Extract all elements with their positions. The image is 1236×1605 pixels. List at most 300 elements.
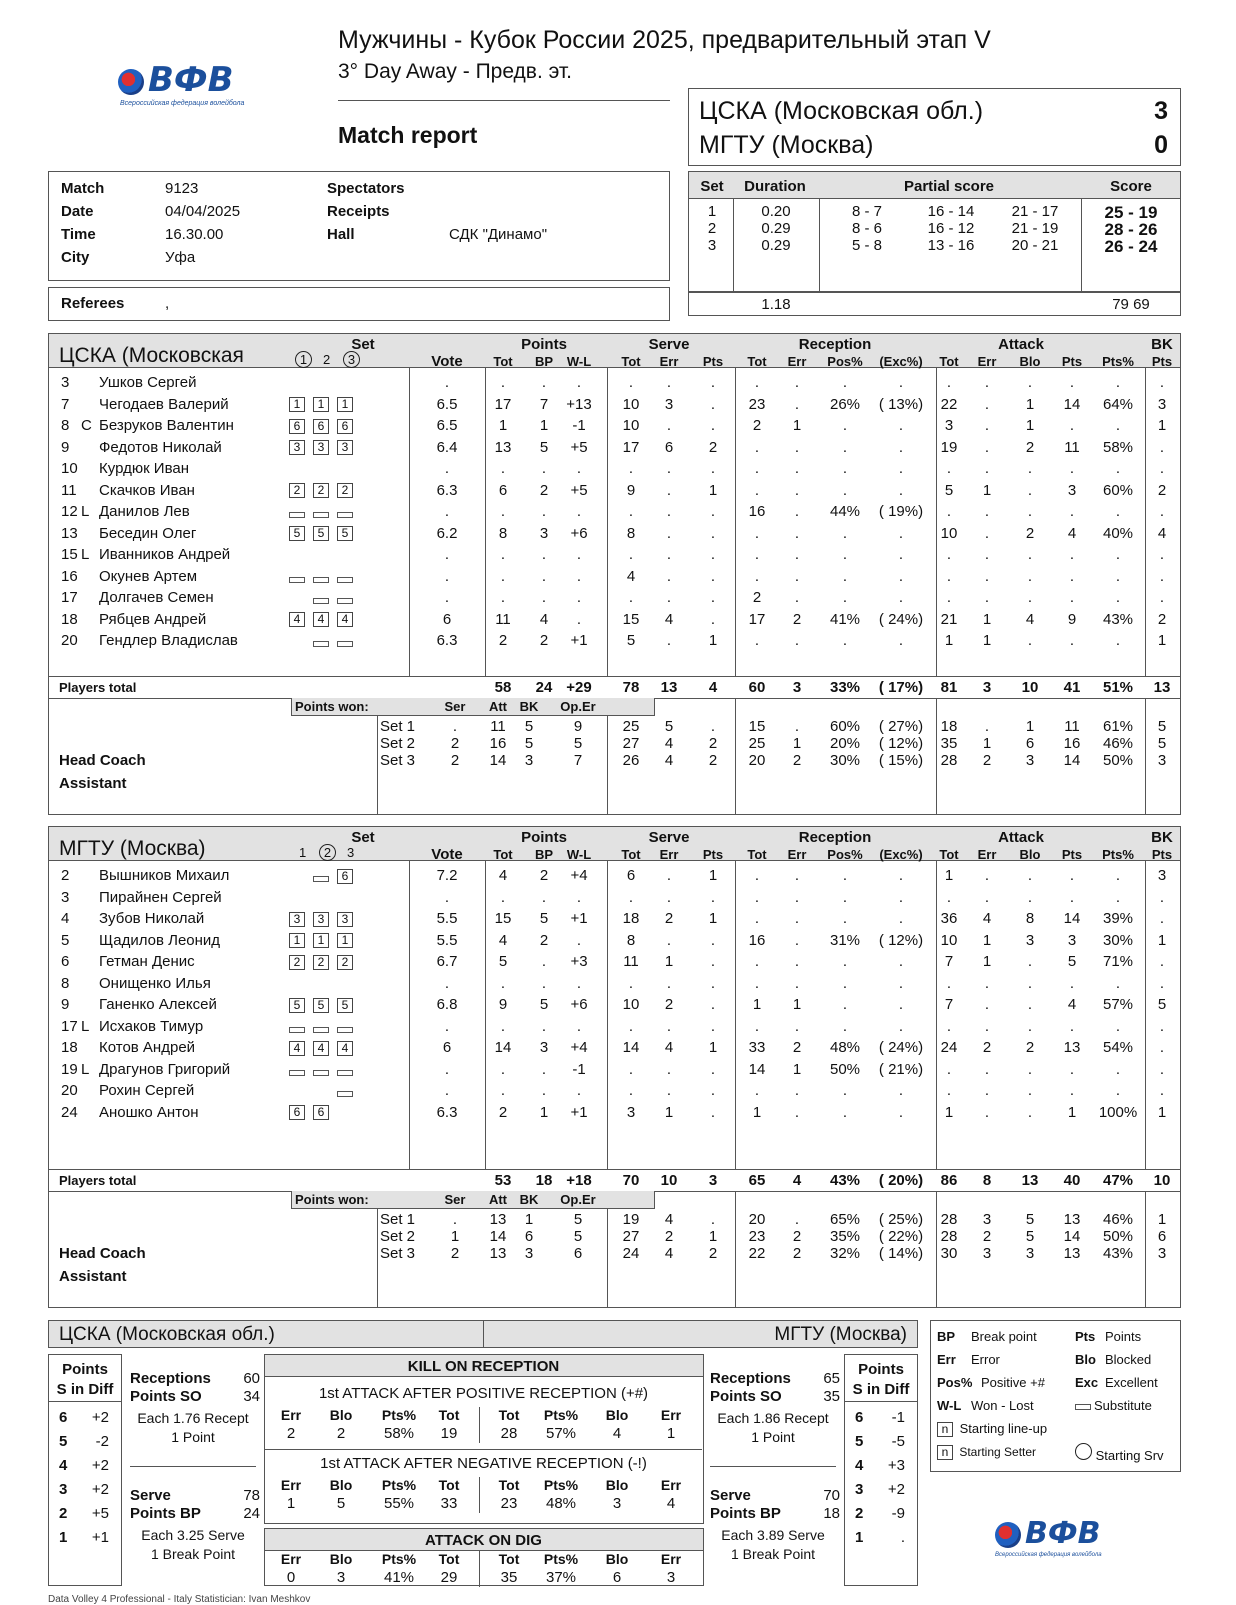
date-value: 04/04/2025 <box>165 203 241 220</box>
set-oper: 5 <box>573 735 583 752</box>
lineup-position: 1 <box>313 396 332 413</box>
stat-pos: . <box>842 374 848 391</box>
stat-err: 2 <box>664 910 674 927</box>
set-duration: 0.29 <box>761 220 791 237</box>
total-wl: +29 <box>566 679 592 696</box>
k-head: Pts% <box>543 1551 579 1567</box>
stat-tot: . <box>628 974 634 992</box>
stat-bp: . <box>541 974 547 992</box>
stat-exc: . <box>898 589 904 606</box>
set-att: 13 <box>489 1245 507 1262</box>
stat-vote: . <box>444 1060 450 1078</box>
date-label: Date <box>61 203 94 220</box>
home-team-name: ЦСКА (Московская обл.) <box>699 97 984 125</box>
player-row <box>49 889 1179 910</box>
stat-blo: 1 <box>1025 417 1035 434</box>
lineup-position: 6 <box>337 867 356 884</box>
stat-ptsp: 43% <box>1102 610 1134 628</box>
lineup-position: 3 <box>289 910 308 927</box>
partial-2: 13 - 16 <box>927 237 975 254</box>
stat-bp: 4 <box>539 610 549 628</box>
stat-err: . <box>984 867 990 884</box>
lineup-position: 1 <box>337 396 356 413</box>
set-stat: ( 22%) <box>878 1228 924 1245</box>
partial-1: 5 - 8 <box>851 237 882 254</box>
col-exc: (Exc%) <box>879 847 923 862</box>
k-head: Blo <box>605 1551 629 1567</box>
stat-ptsp: . <box>1115 1082 1121 1099</box>
stat-pos: 41% <box>829 610 861 628</box>
player-row <box>49 1039 1179 1060</box>
set-stat: 60% <box>829 718 861 735</box>
stat-tot: . <box>946 888 952 906</box>
set-stat: ( 25%) <box>878 1211 924 1228</box>
stat-bp: . <box>541 1060 547 1078</box>
stat-exc: . <box>898 374 904 391</box>
stat-tot: . <box>946 374 952 391</box>
set-stat: 18 <box>940 718 958 735</box>
stat-tot: 4 <box>626 567 636 585</box>
player-name: Щадилов Леонид <box>99 931 221 949</box>
set-att: 11 <box>490 718 506 735</box>
stat-bp: . <box>541 374 547 391</box>
k-head: Err <box>660 1551 682 1567</box>
col-wl: W-L <box>566 354 592 369</box>
player-row <box>49 953 1179 974</box>
diff-value: +2 <box>91 1409 109 1426</box>
stat-err: . <box>794 1017 800 1035</box>
stat-wl: +1 <box>570 910 588 927</box>
stat-vote: . <box>444 567 450 585</box>
stat-tot: 1 <box>944 632 954 649</box>
stat-exc: . <box>898 438 904 456</box>
player-number: 8 <box>61 417 70 434</box>
lineup-position: 2 <box>337 482 356 499</box>
stat-bp: 3 <box>539 1039 549 1056</box>
set-stat: 32% <box>829 1245 861 1262</box>
city-label: City <box>61 249 90 266</box>
set-mark: 2 <box>319 844 336 861</box>
stat-pts: 3 <box>1067 931 1077 949</box>
player-name: Курдюк Иван <box>99 460 190 477</box>
player-role: C <box>81 417 92 434</box>
stat-err: 1 <box>982 632 992 649</box>
stat-pts: . <box>1159 567 1165 585</box>
stat-tot: . <box>628 1082 634 1099</box>
stat-blo: . <box>1027 460 1033 477</box>
stat-tot: . <box>754 438 760 456</box>
stat-wl: -1 <box>572 1060 586 1078</box>
stat-err: . <box>984 567 990 585</box>
stat-tot: . <box>628 1017 634 1035</box>
footer-text: Data Volley 4 Professional - Italy Statistician: Ivan Meshkov <box>48 1594 311 1605</box>
set-stat: 3 <box>982 1211 992 1228</box>
col-ser: Ser <box>444 699 466 714</box>
stat-pts: . <box>1069 867 1075 884</box>
col-err: Err <box>659 847 679 862</box>
substitute-icon <box>313 1064 332 1081</box>
col-set: Set <box>351 336 375 353</box>
set-stat: 2 <box>708 735 718 752</box>
lineup-position: 1 <box>313 932 332 949</box>
set-stat: 2 <box>664 1228 674 1245</box>
col-attack: Attack <box>998 829 1044 846</box>
stat-pts: 1 <box>708 867 718 884</box>
col-attack: Attack <box>998 336 1044 353</box>
stat-tot: 10 <box>940 524 958 542</box>
stat-blo: 2 <box>1025 524 1035 542</box>
receptions-label: Receptions <box>710 1370 791 1387</box>
set-stat: 20 <box>748 752 766 769</box>
stat-exc: ( 21%) <box>878 1060 924 1078</box>
set-stat: 14 <box>1063 752 1081 769</box>
stat-err: . <box>666 931 672 949</box>
stat-tot: . <box>628 460 634 477</box>
stat-vote: 7.2 <box>436 867 458 884</box>
col-oper: Op.Er <box>560 1192 596 1207</box>
stat-tot: 1 <box>944 1103 954 1121</box>
stat-exc: ( 19%) <box>878 503 924 520</box>
stat-tot: 14 <box>494 1039 512 1056</box>
set-att: 13 <box>489 1211 507 1228</box>
set-stat: 1 <box>708 1228 718 1245</box>
total-err: 13 <box>660 679 678 696</box>
stat-tot: 1 <box>498 417 508 434</box>
stat-vote: 6.5 <box>436 395 458 413</box>
stat-err: 2 <box>664 996 674 1013</box>
each-serve: Each 3.25 Serve <box>141 1527 245 1543</box>
k-value: 4 <box>612 1425 622 1442</box>
player-number: 17 <box>61 589 78 606</box>
lineup-position: 4 <box>313 611 332 628</box>
k-head: Tot <box>498 1407 520 1423</box>
stat-blo: . <box>1027 567 1033 585</box>
total-blo: 13 <box>1021 1172 1039 1189</box>
stat-err: . <box>666 632 672 649</box>
stat-wl: +1 <box>570 632 588 649</box>
player-row <box>49 867 1179 888</box>
stat-tot: . <box>500 974 506 992</box>
col-bp: BP <box>534 354 554 369</box>
stat-err: . <box>984 374 990 391</box>
lineup-position: 6 <box>337 417 356 434</box>
home-reception-summary <box>126 1370 260 1570</box>
stat-pos: 50% <box>829 1060 861 1078</box>
stat-tot: 2 <box>752 417 762 434</box>
stat-tot: . <box>500 374 506 391</box>
head-coach-label: Head Coach <box>59 752 146 769</box>
substitute-icon <box>313 571 332 588</box>
stat-tot: 11 <box>495 610 511 628</box>
stat-vote: 5.5 <box>436 910 458 927</box>
sindiff-label: S in Diff <box>852 1381 910 1398</box>
stat-tot: . <box>500 1060 506 1078</box>
set-stat: 5 <box>1025 1211 1035 1228</box>
set-stat: 30 <box>940 1245 958 1262</box>
set-ser: 2 <box>450 1245 460 1262</box>
set-number: 3 <box>707 237 717 254</box>
stat-err: . <box>984 1060 990 1078</box>
stat-err: . <box>794 374 800 391</box>
k-value: 28 <box>500 1425 518 1442</box>
referees-box <box>48 287 670 321</box>
pointsso-label: Points SO <box>130 1388 202 1405</box>
total-blo: 10 <box>1021 679 1039 696</box>
col-serve: Serve <box>648 829 690 846</box>
stat-err: . <box>984 888 990 906</box>
legend-pts-text: Points <box>1105 1329 1142 1344</box>
col-err: Err <box>787 847 807 862</box>
stat-pts: 5 <box>1157 996 1167 1013</box>
city-value: Уфа <box>165 249 196 266</box>
legend-pts: Pts <box>1075 1329 1096 1344</box>
stat-pts: . <box>1159 1082 1165 1099</box>
report-subtitle: 3° Day Away - Предв. эт. <box>338 60 573 83</box>
player-number: 6 <box>61 953 70 970</box>
stat-pts: 4 <box>1067 996 1077 1013</box>
stat-exc: . <box>898 546 904 563</box>
lineup-position: 5 <box>337 996 356 1013</box>
set-bk: 5 <box>524 735 534 752</box>
stat-ptsp: 57% <box>1102 996 1134 1013</box>
match-number: 9123 <box>165 180 199 197</box>
set-stat: ( 27%) <box>878 718 924 735</box>
col-tot: Tot <box>493 354 513 369</box>
stat-exc: . <box>898 867 904 884</box>
lineup-position: 6 <box>313 1104 332 1121</box>
k-value: 1 <box>286 1495 296 1512</box>
k-value: 35 <box>500 1569 518 1586</box>
stat-ptsp: 60% <box>1102 481 1134 499</box>
stat-pts: 3 <box>1157 867 1167 884</box>
points-won-label: Points won: <box>295 1192 369 1207</box>
col-reception: Reception <box>798 336 872 353</box>
stat-bp: . <box>541 1082 547 1099</box>
col-set: Set <box>351 829 375 846</box>
total-err: 8 <box>982 1172 992 1189</box>
total-tot: 81 <box>940 679 958 696</box>
player-row <box>49 396 1179 417</box>
stat-pts: . <box>1159 546 1165 563</box>
diff-rotation: 5 <box>59 1433 68 1450</box>
player-name: Пирайнен Сергей <box>99 888 222 906</box>
stat-bp: 5 <box>539 910 549 927</box>
k-head: Pts% <box>381 1477 417 1493</box>
k-head: Err <box>280 1407 302 1423</box>
stat-pts: . <box>1159 1039 1165 1056</box>
stat-pts: 1 <box>708 910 718 927</box>
stat-tot: . <box>754 1082 760 1099</box>
total-tot: 60 <box>748 679 766 696</box>
col-tot: Tot <box>493 847 513 862</box>
stat-err: . <box>794 974 800 992</box>
k-head: Pts% <box>543 1407 579 1423</box>
stat-pos: . <box>842 1082 848 1099</box>
stat-vote: . <box>444 374 450 391</box>
set-stat: 2 <box>792 752 802 769</box>
team1-table <box>48 333 1181 815</box>
stat-tot: 10 <box>622 395 640 413</box>
total-ptsp: 47% <box>1102 1172 1134 1189</box>
stat-bp: 2 <box>539 867 549 884</box>
k-value: 4 <box>666 1495 676 1512</box>
set-stat: 1 <box>1157 1211 1167 1228</box>
set-stat: . <box>984 718 990 735</box>
stat-exc: ( 24%) <box>878 1039 924 1056</box>
stat-vote: . <box>444 589 450 606</box>
diff-value: . <box>900 1529 905 1546</box>
k-value: 0 <box>286 1569 296 1586</box>
stat-wl: +13 <box>566 395 592 413</box>
stat-blo: 1 <box>1025 395 1035 413</box>
stat-pts: 2 <box>708 438 718 456</box>
set-stat: 2 <box>792 1228 802 1245</box>
stat-wl: . <box>576 503 582 520</box>
stat-err: . <box>794 1082 800 1099</box>
stat-tot: 15 <box>622 610 640 628</box>
stat-tot: 15 <box>494 910 512 927</box>
lineup-position: 1 <box>337 932 356 949</box>
match-info-box <box>48 171 670 281</box>
total-err: 3 <box>792 679 802 696</box>
hall-value: СДК "Динамо" <box>449 226 548 243</box>
stat-ptsp: 30% <box>1102 931 1134 949</box>
stat-tot: 3 <box>944 417 954 434</box>
stat-blo: . <box>1027 481 1033 499</box>
sets-col-score: Score <box>1110 178 1152 195</box>
stat-pos: . <box>842 1017 848 1035</box>
stat-pts: . <box>1069 546 1075 563</box>
k-head: Err <box>280 1551 302 1567</box>
stat-pts: . <box>1069 589 1075 606</box>
k-value: 29 <box>440 1569 458 1586</box>
stat-wl: . <box>576 610 582 628</box>
total-tot: 65 <box>748 1172 766 1189</box>
col-pts: Pts <box>1061 354 1083 369</box>
set-stat: 2 <box>982 752 992 769</box>
set-stat: 16 <box>1063 735 1081 752</box>
stat-pts: . <box>710 996 716 1013</box>
k-value: 2 <box>286 1425 296 1442</box>
stat-pos: . <box>842 910 848 927</box>
pointsso-value: 34 <box>243 1388 260 1405</box>
partial-3: 21 - 17 <box>1011 203 1059 220</box>
stat-exc: . <box>898 1103 904 1121</box>
stat-blo: . <box>1027 1082 1033 1099</box>
set-stat: 19 <box>622 1211 640 1228</box>
col-att: Att <box>488 699 508 714</box>
diff-rotation: 6 <box>59 1409 68 1426</box>
receptions-value: 65 <box>823 1370 840 1387</box>
stat-bp: 1 <box>539 1103 549 1121</box>
player-row <box>49 482 1179 503</box>
stat-ptsp: . <box>1115 374 1121 391</box>
total-pts: 13 <box>1153 679 1171 696</box>
stat-tot: 17 <box>622 438 640 456</box>
player-number: 10 <box>61 460 78 477</box>
diff-value: +3 <box>887 1457 905 1474</box>
k-head: Err <box>660 1477 682 1493</box>
col-exc: (Exc%) <box>879 354 923 369</box>
stat-blo: . <box>1027 546 1033 563</box>
team1-name: ЦСКА (Московская <box>59 344 244 367</box>
partial-2: 16 - 12 <box>927 220 975 237</box>
player-number: 18 <box>61 1039 78 1056</box>
player-name: Гетман Денис <box>99 953 195 970</box>
stat-wl: +4 <box>570 867 588 884</box>
set-stat: 23 <box>748 1228 766 1245</box>
lineup-position: 5 <box>289 525 308 542</box>
legend-bp: BP <box>937 1329 956 1344</box>
stat-err: 1 <box>982 481 992 499</box>
lineup-position: 1 <box>289 932 308 949</box>
substitute-icon <box>337 592 356 609</box>
stat-tot: . <box>754 460 760 477</box>
stat-blo: . <box>1027 589 1033 606</box>
stat-tot: . <box>754 910 760 927</box>
stat-err: . <box>666 481 672 499</box>
player-row <box>49 910 1179 931</box>
stat-pts: . <box>1069 460 1075 477</box>
stat-pos: . <box>842 438 848 456</box>
stat-ptsp: 100% <box>1098 1103 1138 1121</box>
col-att: Att <box>488 1192 508 1207</box>
total-err: 3 <box>982 679 992 696</box>
stat-tot: 23 <box>748 395 766 413</box>
stat-pts: 1 <box>1157 931 1167 949</box>
stat-err: . <box>794 589 800 606</box>
stat-wl: . <box>576 1082 582 1099</box>
player-name: Онищенко Илья <box>99 974 211 992</box>
stat-err: . <box>794 567 800 585</box>
stat-bp: . <box>541 1017 547 1035</box>
col-oper: Op.Er <box>560 699 596 714</box>
total-err: 10 <box>660 1172 678 1189</box>
stat-bp: 5 <box>539 996 549 1013</box>
stat-pts: . <box>710 395 716 413</box>
stat-ptsp: . <box>1115 974 1121 992</box>
stat-ptsp: 54% <box>1102 1039 1134 1056</box>
diff-rotation: 3 <box>855 1481 864 1498</box>
stat-err: . <box>984 395 990 413</box>
stat-pts: . <box>1069 1082 1075 1099</box>
one-point: 1 Point <box>751 1429 795 1445</box>
player-number: 20 <box>61 1082 78 1099</box>
stat-vote: 5.5 <box>436 931 458 949</box>
diff-rotation: 4 <box>59 1457 68 1474</box>
stat-err: . <box>984 503 990 520</box>
set-mark: 3 <box>347 845 355 860</box>
legend-srv: Starting Srv <box>1075 1443 1164 1463</box>
stat-tot: 33 <box>748 1039 766 1056</box>
stat-err: . <box>984 974 990 992</box>
col-pts: Pts <box>702 847 724 862</box>
players-total-label: Players total <box>59 1173 137 1188</box>
starting-srv-icon <box>1075 1443 1092 1460</box>
legend-exc: Exc <box>1075 1375 1099 1390</box>
col-bk2: BK <box>519 699 539 714</box>
away-reception-summary <box>706 1370 840 1570</box>
col-err: Err <box>977 847 997 862</box>
diff-rotation: 2 <box>59 1505 68 1522</box>
stat-wl: +6 <box>570 524 588 542</box>
stat-pts: . <box>1159 1060 1165 1078</box>
report-title: Мужчины - Кубок России 2025, предварительный этап V <box>338 26 991 54</box>
stat-vote: 6 <box>442 610 452 628</box>
player-row <box>49 996 1179 1017</box>
stat-pos: . <box>842 589 848 606</box>
stat-err: 2 <box>792 1039 802 1056</box>
